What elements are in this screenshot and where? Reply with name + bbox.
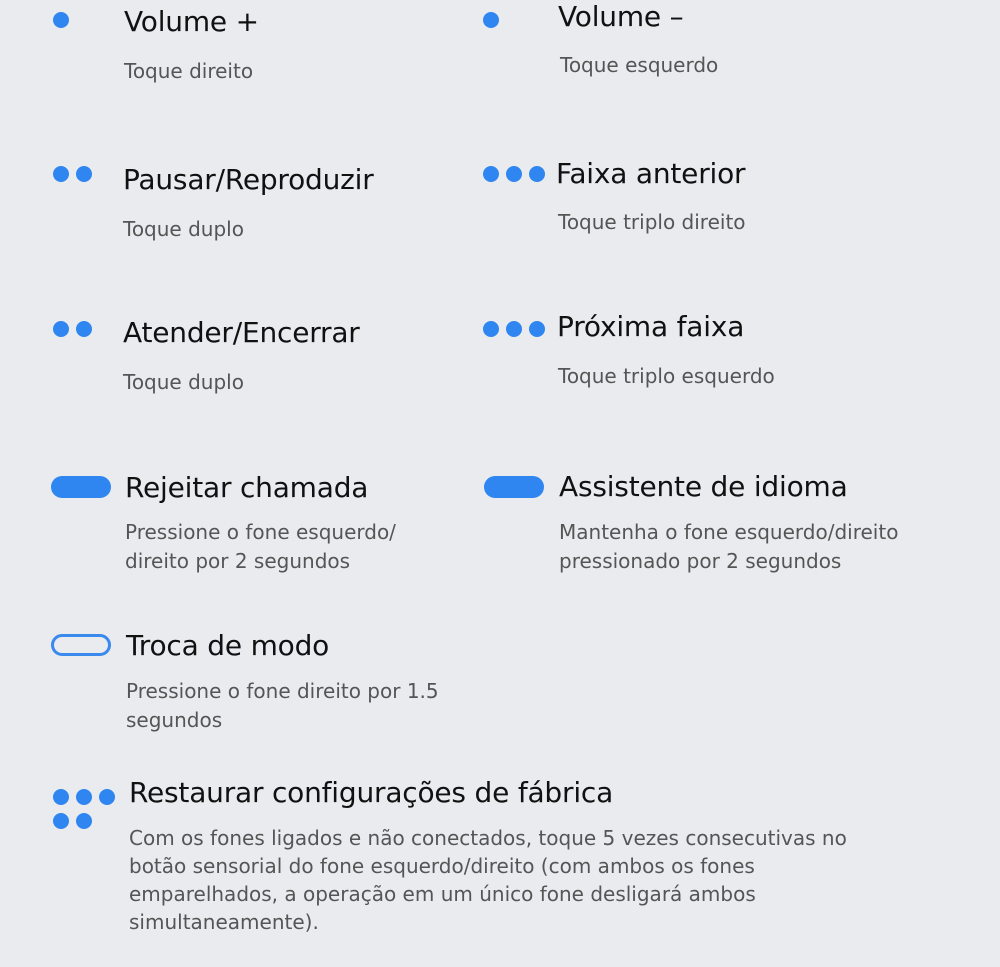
- gesture-description: Toque direito: [124, 59, 254, 83]
- gesture-title: Atender/Encerrar: [123, 316, 360, 349]
- long-press-pill-icon: [484, 476, 544, 498]
- gesture-description: Toque esquerdo: [560, 53, 719, 77]
- gesture-title: Restaurar configurações de fábrica: [129, 776, 614, 809]
- gesture-description-line: Pressione o fone esquerdo/: [125, 520, 396, 544]
- gesture-description: Toque triplo direito: [558, 210, 746, 234]
- gesture-title: Faixa anterior: [556, 157, 746, 190]
- gesture-description-line: Pressione o fone direito por 1.5: [126, 679, 439, 703]
- gesture-title: Pausar/Reproduzir: [123, 163, 374, 196]
- gesture-title: Rejeitar chamada: [125, 471, 369, 504]
- gesture-description-line: botão sensorial do fone esquerdo/direito (com ambos os fones: [129, 854, 755, 878]
- single-tap-dot-icon: [483, 12, 499, 28]
- gesture-title: Volume +: [124, 5, 259, 38]
- gesture-description-line: simultaneamente).: [129, 910, 319, 934]
- gesture-description-line: direito por 2 segundos: [125, 549, 351, 573]
- gesture-title: Próxima faixa: [557, 310, 745, 343]
- gesture-title: Volume –: [558, 0, 684, 33]
- gesture-description-line: Mantenha o fone esquerdo/direito: [559, 520, 899, 544]
- gesture-description-line: segundos: [126, 708, 223, 732]
- long-press-pill-icon: [51, 476, 111, 498]
- gesture-description-line: emparelhados, a operação em um único fone desligará ambos: [129, 882, 756, 906]
- gesture-title: Assistente de idioma: [559, 470, 848, 503]
- gesture-description: Toque triplo esquerdo: [558, 364, 775, 388]
- gesture-description: Toque duplo: [123, 217, 244, 241]
- gesture-description: Toque duplo: [123, 370, 244, 394]
- gesture-title: Troca de modo: [126, 629, 330, 662]
- single-tap-dot-icon: [53, 12, 69, 28]
- gesture-description-line: pressionado por 2 segundos: [559, 549, 842, 573]
- press-outline-pill-icon: [51, 634, 111, 656]
- gesture-description-line: Com os fones ligados e não conectados, toque 5 vezes consecutivas no: [129, 826, 847, 850]
